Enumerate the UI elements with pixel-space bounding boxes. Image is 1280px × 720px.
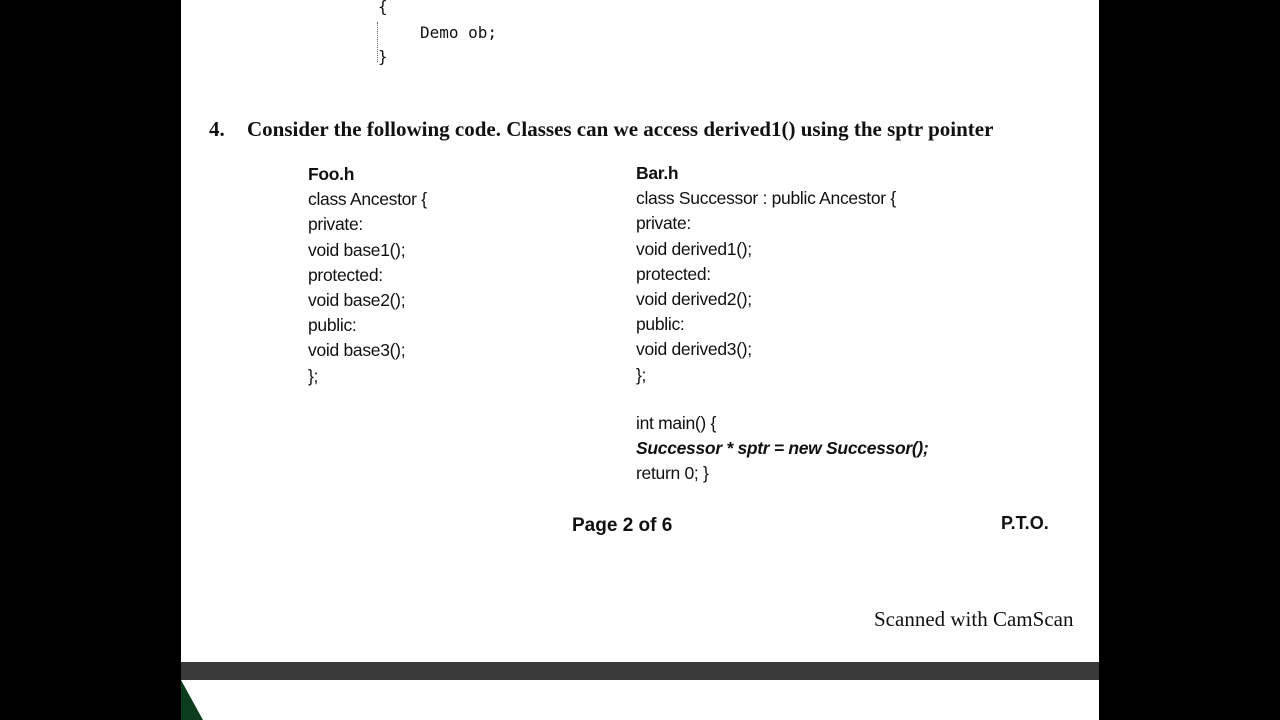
foo-line: protected: (308, 264, 383, 285)
foo-line: class Ancestor { (308, 189, 427, 210)
bar-line: void derived1(); (636, 238, 752, 259)
next-page-strip (181, 680, 1099, 720)
bar-line: void derived2(); (636, 288, 752, 309)
bar-line: class Successor : public Ancestor { (636, 188, 896, 209)
foo-code-block (308, 162, 427, 389)
bar-line: }; (636, 364, 647, 385)
foo-line: void base3(); (308, 340, 406, 361)
pto-label: P.T.O. (1001, 513, 1049, 533)
foo-line: private: (308, 214, 363, 235)
code-brace-open: { (378, 0, 388, 16)
foo-line: void base1(); (308, 239, 406, 260)
bar-line: private: (636, 213, 691, 234)
foo-line: public: (308, 315, 357, 336)
code-brace-close: } (378, 47, 388, 66)
bar-line: public: (636, 314, 685, 335)
viewer-bottom-bar (181, 662, 1099, 680)
bar-code-block (636, 161, 928, 486)
code-statement: Demo ob; (420, 23, 498, 42)
bar-line: protected: (636, 263, 711, 284)
document-page (181, 0, 1099, 662)
page-number: Page 2 of 6 (572, 515, 673, 536)
camscanner-watermark: Scanned with CamScan (874, 607, 1074, 631)
question-text: Consider the following code. Classes can we access derived1() using the sptr pointer (247, 117, 994, 141)
main-line: Successor * sptr = new Successor(); (636, 437, 929, 458)
main-line: int main() { (636, 412, 717, 433)
main-line: return 0; } (636, 463, 709, 484)
foo-filename: Foo.h (308, 164, 355, 184)
corner-mark (181, 680, 203, 720)
foo-line: void base2(); (308, 289, 406, 310)
foo-line: }; (308, 365, 319, 386)
bar-filename: Bar.h (636, 163, 679, 183)
bar-line: void derived3(); (636, 339, 752, 360)
question-number: 4. (209, 117, 225, 141)
